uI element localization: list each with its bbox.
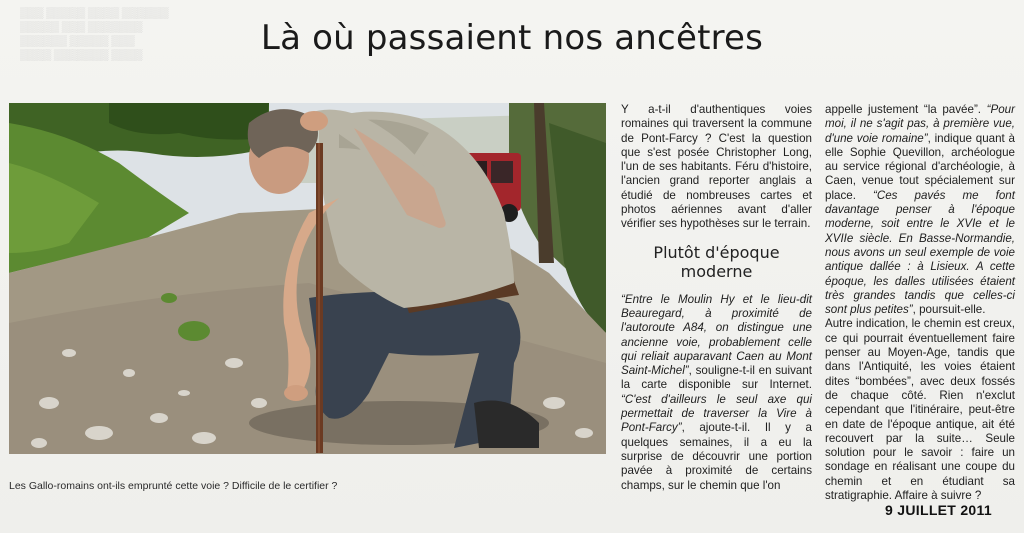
- photo-caption: Les Gallo-romains ont-ils emprunté cette voie ? Difficile de le certifier ?: [9, 480, 338, 492]
- article-subheading: Plutôt d'époque moderne: [653, 242, 780, 281]
- photo-illustration: [9, 103, 606, 454]
- quote-seul-axe: “C'est d'ailleurs le seul axe qui permettait de traverser la Vire à Pont-Farcy”: [621, 392, 812, 435]
- intro-paragraph: Y a-t-il d'authentiques voies romaines qui traversent la commune de Pont-Farcy ? C'est la question que s'est posée Christopher Long, l'un de ses habitants. Féru d'histoire, l'ancien grand reporter anglais a étudié de nombreuses cartes et photos aériennes avant d'aller vérifier ses hypothèses sur le terrain.: [621, 103, 812, 231]
- article-photo: [9, 103, 606, 454]
- text-souligne: , souligne-t-il en suivant la carte disponible sur Internet.: [621, 364, 812, 392]
- body-paragraph-2: [825, 103, 1015, 317]
- article-headline: Là où passaient nos ancêtres: [260, 18, 764, 58]
- quote-epoque-moderne: “Ces pavés me font davantage penser à l'époque moderne, soit entre le XVIe et le XVIIe siècle. En Basse-Normandie, nous avons un seul exemple de voie antique dallée : à Lisieux. A cette époque, les dalles utilisées étaient très grandes tandis que celles-ci sont plus petites”: [825, 188, 1015, 317]
- article-column-1: [621, 103, 812, 493]
- text-indique: , indique quant à elle Sophie Quevillon, archéologue au service régional d'archéologie, à Caen, venue tout spécialement sur place.: [825, 131, 1015, 202]
- body-paragraph-1: [621, 293, 812, 493]
- quote-pas-voie-romaine: “Pour moi, il ne s'agit pas, à première vue, d'une voie romaine”: [825, 103, 1015, 145]
- text-poursuit: , poursuit-elle.: [912, 303, 986, 317]
- text-la-pavee: appelle justement “la pavée”.: [825, 103, 987, 116]
- quote-moulin-hy: “Entre le Moulin Hy et le lieu-dit Beauregard, à proximité de l'autoroute A84, on distingue une ancienne voie, probablement celle qui reliait auparavant Caen au Mont Saint-Michel”: [621, 292, 812, 378]
- text-ajoute: , ajoute-t-il. Il y a quelques semaines, il a eu la surprise de découvrir une portion pavée à proximité de certains champs, sur le chemin que l'on: [621, 421, 812, 492]
- body-paragraph-3: Autre indication, le chemin est creux, ce qui pourrait éventuellement faire penser au Moyen-Age, tandis que dans l'Antiquité, les voies étaient dites “bombées”, avec deux fossés de chaque côté. Rien n'exclut cependant que l'itinéraire, peut-être en date de l'époque antique, ait été recouvert par la suite… Seule solution pour le savoir : faire un sondage en réalisant une coupe du chemin et en étudiant sa stratigraphie. Affaire à suivre ?: [825, 317, 1015, 503]
- article-column-2: [825, 103, 1015, 503]
- publication-date: 9 JUILLET 2011: [885, 502, 992, 518]
- bleed-through-text: ▒▒▒ ▒▒▒▒▒ ▒▒▒▒ ▒▒▒▒▒▒ ▒▒▒▒▒ ▒▒▒ ▒▒▒▒▒▒▒ ▒▒▒▒▒▒ ▒▒▒▒▒ ▒▒▒ ▒▒▒▒ ▒▒▒▒▒▒▒ ▒▒▒▒: [20, 7, 169, 61]
